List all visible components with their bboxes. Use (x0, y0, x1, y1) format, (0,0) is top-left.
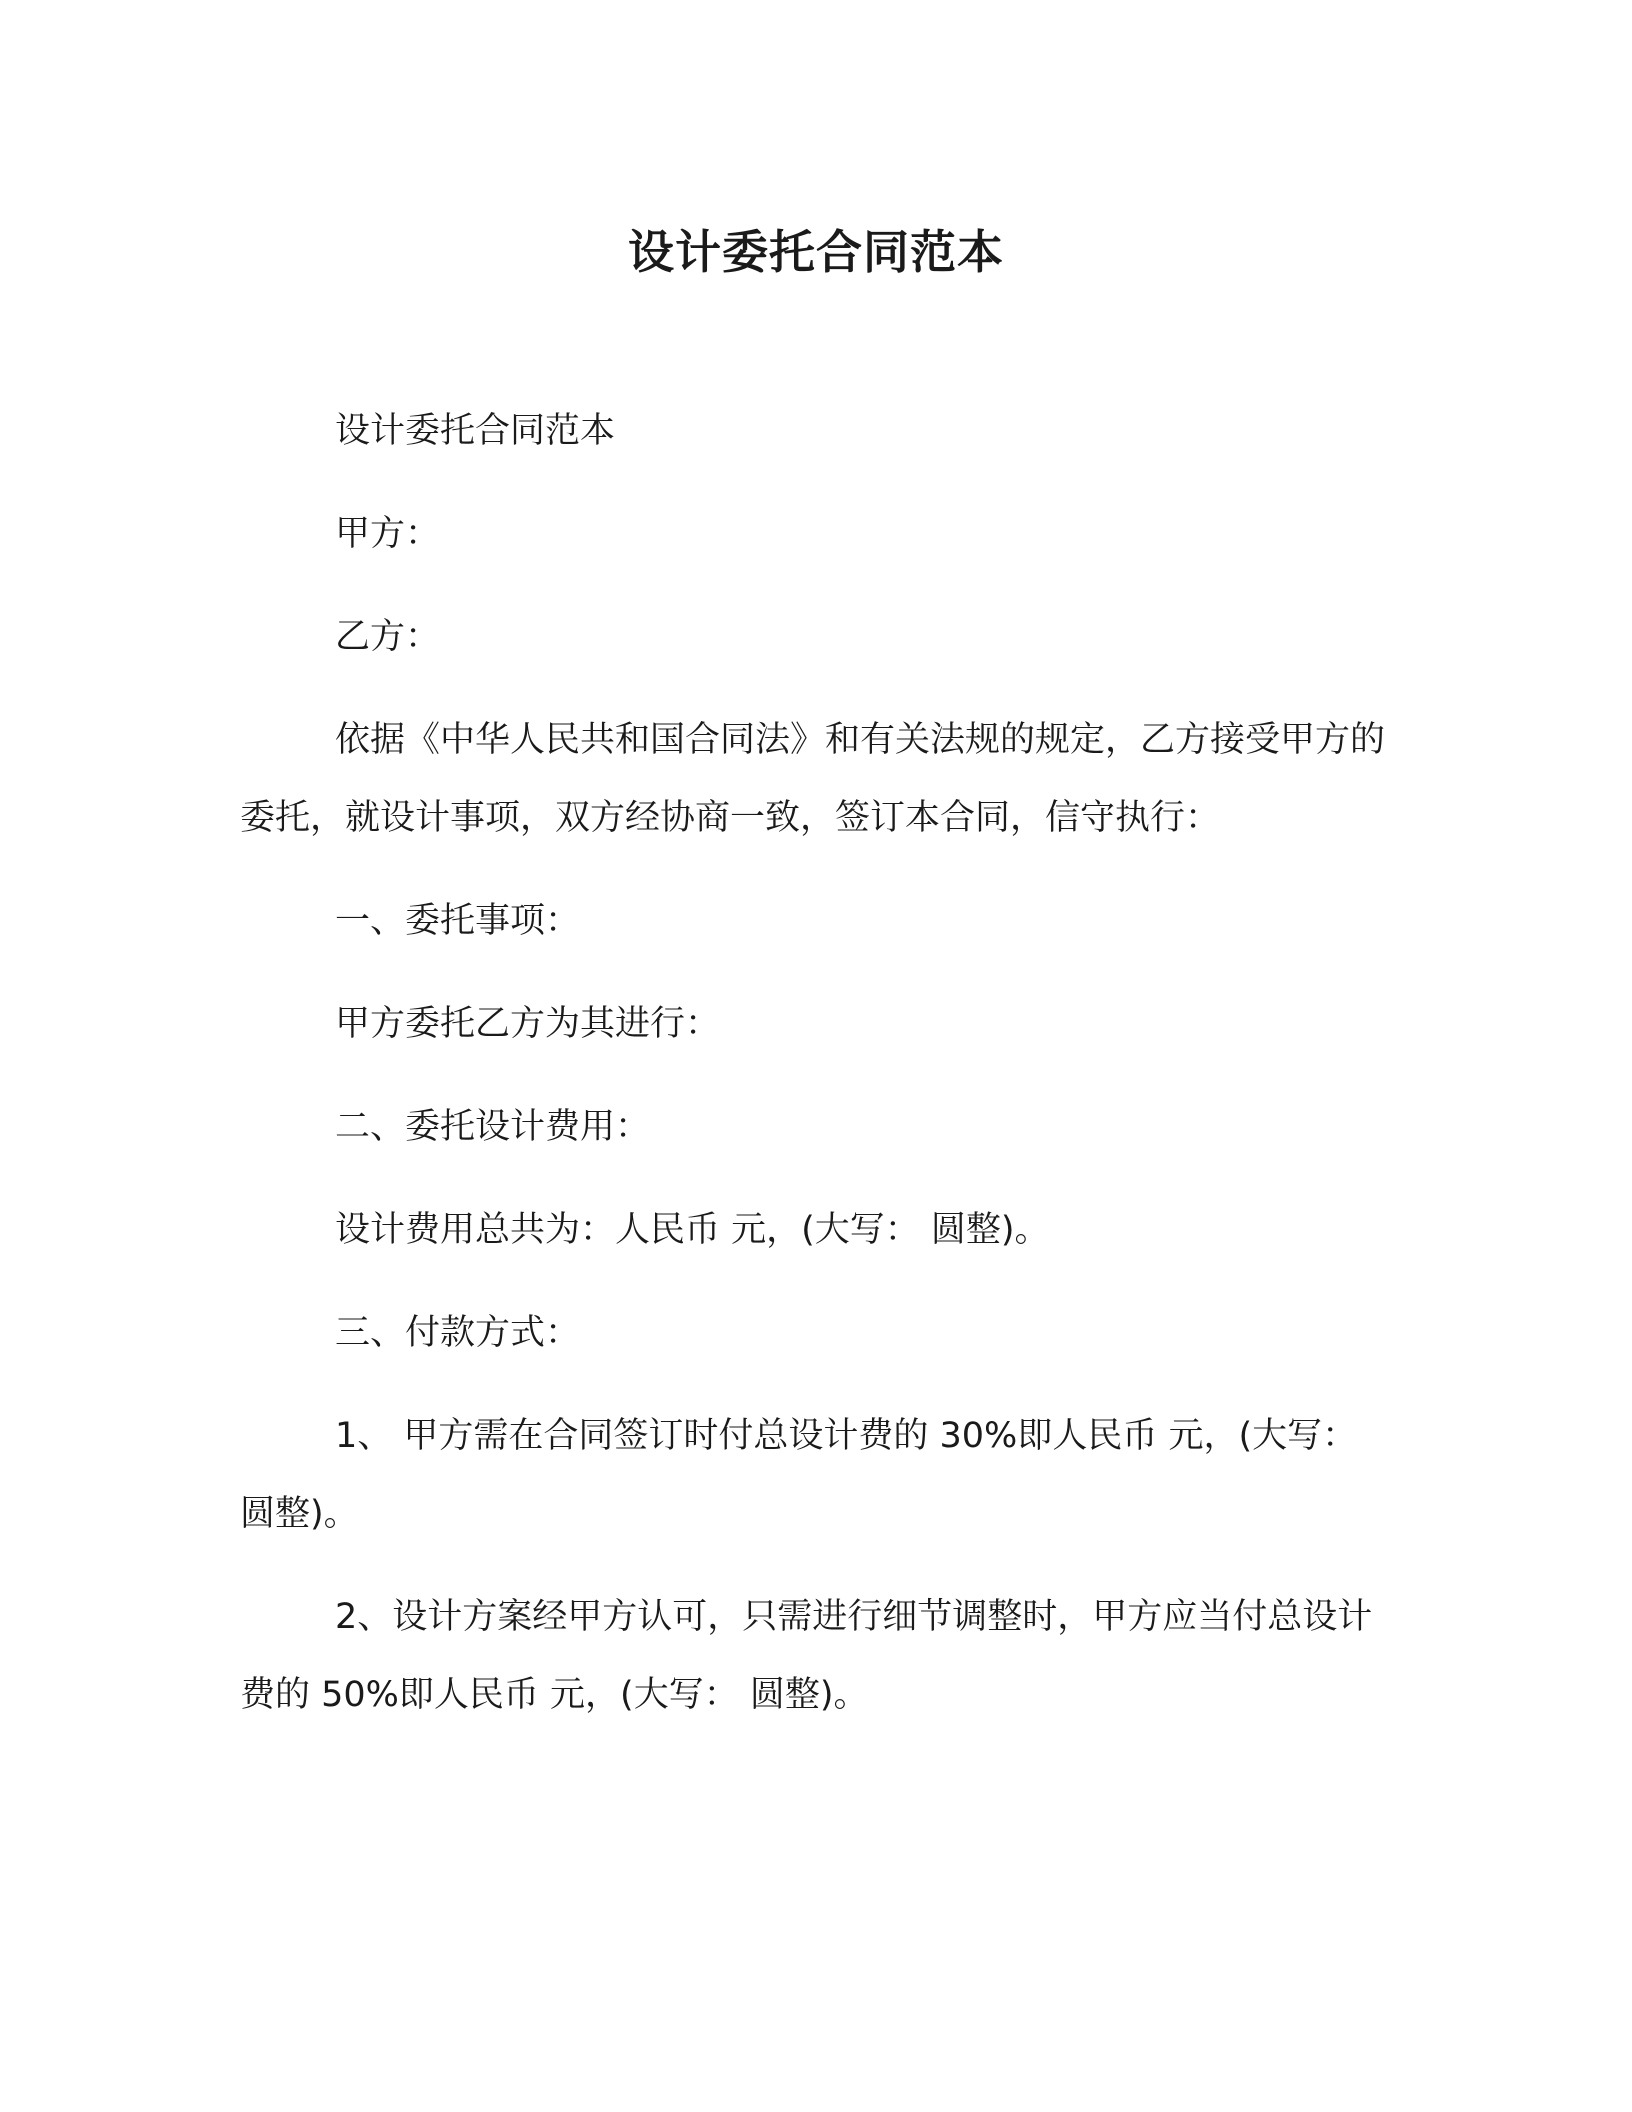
paragraph-payment-item-1: 1、 甲方需在合同签订时付总设计费的 30%即人民币 元，(大写：圆整)。 (240, 1416, 1358, 1534)
paragraph-party-a: 甲方： (335, 514, 441, 554)
paragraph-payment-item-2: 2、设计方案经甲方认可，只需进行细节调整时，甲方应当付总设计费的 50%即人民币 元，(大写： 圆整)。 (240, 1597, 1373, 1715)
paragraph-design-fee: 设计费用总共为：人民币 元，(大写： 圆整)。 (335, 1210, 1050, 1250)
paragraph-subtitle: 设计委托合同范本 (335, 411, 616, 451)
paragraph-party-b: 乙方： (335, 617, 441, 657)
section-heading-design-fee: 二、委托设计费用： (335, 1107, 651, 1147)
paragraph-entrusted-matters: 甲方委托乙方为其进行： (335, 1004, 721, 1044)
section-heading-payment-method: 三、付款方式： (335, 1313, 581, 1353)
document-title: 设计委托合同范本 (628, 225, 1004, 279)
section-heading-entrusted-matters: 一、委托事项： (335, 901, 581, 941)
document-body (240, 392, 1390, 1759)
paragraph-preamble: 依据《中华人民共和国合同法》和有关法规的规定，乙方接受甲方的委托，就设计事项，双方经协商一致，签订本合同，信守执行： (240, 720, 1386, 838)
